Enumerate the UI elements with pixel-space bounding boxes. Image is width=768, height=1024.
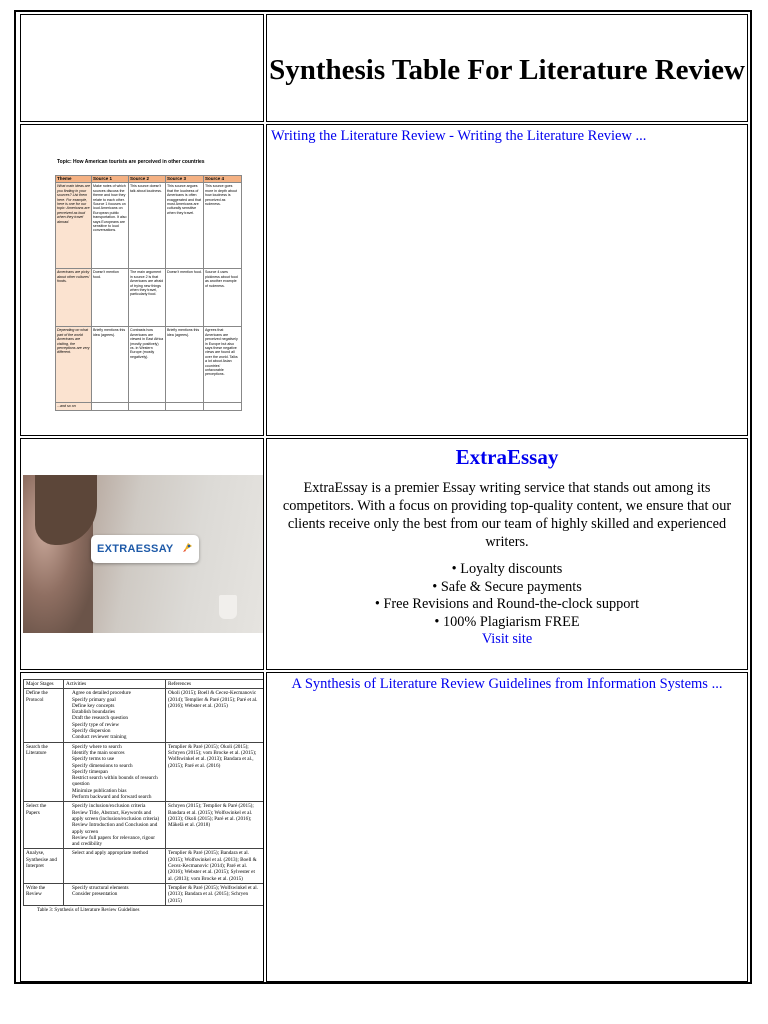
title-cell <box>266 14 748 122</box>
activity-item: • Specify dispersion <box>72 728 163 734</box>
activity-item: • Agree on detailed procedure <box>72 690 163 696</box>
badge-text: EXTRAESSAY <box>97 543 174 555</box>
guidelines-link[interactable]: A Synthesis of Literature Review Guidelines from Information Systems ... <box>291 676 723 692</box>
activity-item: • Review full papers for relevance, rigour and credibility <box>72 835 163 848</box>
extraessay-badge <box>91 535 199 563</box>
table-cell: Contrasts how Americans are viewed in East Africa (mostly positively) vs. in Western Europe (mostly negatively). <box>129 327 166 403</box>
activity-item: • Identify the main sources <box>72 750 163 756</box>
activity-item: • Draft the research question <box>72 715 163 721</box>
table-cell: Agrees that Americans are perceived negatively in Europe but also says these negative views are found all over the world. Talks a lot about Asian countries' unfavorable perceptions. <box>204 327 242 403</box>
activity-item: • Specify timespan <box>72 769 163 775</box>
activities-cell <box>64 802 166 849</box>
column-header: Major Stages <box>24 680 64 689</box>
synthesis-table-thumbnail[interactable] <box>53 155 243 425</box>
activity-item: • Restrict search within bounds of research question <box>72 775 163 788</box>
activity-item: • Specify where to search <box>72 744 163 750</box>
table-cell: Doesn't mention food. <box>166 269 204 327</box>
table-cell: Briefly mentions this idea (agrees). <box>166 327 204 403</box>
stage-cell: Write the Review <box>24 883 64 905</box>
thumbnail-cell-2[interactable] <box>20 672 264 982</box>
theme-cell: Depending on what part of the world Americans are visiting, the perceptions are very different. <box>56 327 92 403</box>
empty-header-cell <box>20 14 264 122</box>
references-cell: Templier & Paré (2015); Wolfswinkel et al. (2013); Bandara et al. (2015); Schryen (2015) <box>166 883 264 905</box>
activity-item: • Minimize publication bias <box>72 788 163 794</box>
source-header: Source 1 <box>92 176 129 183</box>
column-header: References <box>166 680 264 689</box>
stage-cell: Define the Protocol <box>24 689 64 742</box>
activity-item: • Specify dimensions to search <box>72 763 163 769</box>
ad-description: ExtraEssay is a premier Essay writing service that stands out among its competitors. With a focus on providing top-quality content, we ensure that our clients receive only the best from our team of highly skilled and experienced writers. <box>282 480 732 550</box>
activity-item: • Perform backward and forward search <box>72 794 163 800</box>
source-header: Source 4 <box>204 176 242 183</box>
activities-cell <box>64 849 166 883</box>
activity-item: • Specify type of review <box>72 722 163 728</box>
table-cell: Source 4 uses pickiness about food as another example of rudeness. <box>204 269 242 327</box>
table-cell: Make notes of which sources discuss the theme and how they relate to each other. Source 1 focuses on loud Americans on European public transportation. It also says Europeans are sensitive to loud conversations. <box>92 183 129 269</box>
theme-cell: What main ideas are you finding in your sources? List them here. For example, here is one for our topic: Americans are perceived as loud when they travel abroad. <box>56 183 92 269</box>
guidelines-table <box>23 679 264 906</box>
activity-item: • Establish boundaries <box>72 709 163 715</box>
table-cell <box>204 403 242 411</box>
theme-cell: ...and so on <box>56 403 92 411</box>
activity-item: • Specify terms to use <box>72 756 163 762</box>
table-cell <box>129 403 166 411</box>
table-cell: The main argument in source 2 is that Americans are afraid of trying new things when they travel, particularly food. <box>129 269 166 327</box>
ad-photo[interactable] <box>23 475 263 633</box>
activity-item: • Review Introduction and Conclusion and apply screen <box>72 822 163 835</box>
activities-cell <box>64 883 166 905</box>
activity-item: • Specify inclusion/exclusion criteria <box>72 803 163 809</box>
table-cell <box>92 403 129 411</box>
references-cell: Schryen (2015); Templier & Paré (2015); Bandara et al. (2015); Wolfswinkel et al. (2013); Okoli (2015); Paré et al. (2016); Mäkelä et al. (2018) <box>166 802 264 849</box>
activity-item: • Specify primary goal <box>72 697 163 703</box>
thumbnail-topic: Topic: How American tourists are perceived in other countries <box>57 159 205 165</box>
table-cell: This source goes more in depth about how loudness is perceived as rudeness. <box>204 183 242 269</box>
activities-cell <box>64 742 166 802</box>
activity-item: • Define key concepts <box>72 703 163 709</box>
activity-item: • Conduct reviewer training <box>72 734 163 740</box>
page-title: Synthesis Table For Literature Review <box>269 53 745 86</box>
feature-item: • Loyalty discounts <box>267 561 747 579</box>
feature-item: • Safe & Secure payments <box>267 579 747 597</box>
source-header: Source 3 <box>166 176 204 183</box>
literature-review-link[interactable]: Writing the Literature Review - Writing the Literature Review ... <box>271 128 647 144</box>
activities-cell <box>64 689 166 742</box>
rocket-icon <box>181 540 195 554</box>
table-cell <box>166 403 204 411</box>
activity-item: • Specify structural elements <box>72 885 163 891</box>
table-cell: Doesn't mention food. <box>92 269 129 327</box>
cup-shape <box>219 595 237 619</box>
references-cell: Okoli (2015); Boell & Cecez-Kecmanovic (2014); Templier & Paré (2015); Paré et al. (2016); Webster et al. (2015) <box>166 689 264 742</box>
column-header: Activities <box>64 680 166 689</box>
table-caption: Table 3: Synthesis of Literature Review Guidelines <box>37 907 140 913</box>
source-header: Source 2 <box>129 176 166 183</box>
stage-cell: Search the Literature <box>24 742 64 802</box>
feature-item: • Free Revisions and Round-the-clock support <box>267 596 747 614</box>
thumbnail-cell-1[interactable] <box>20 124 264 436</box>
mini-synthesis-table <box>55 175 242 411</box>
theme-header: Theme <box>56 176 92 183</box>
stage-cell: Analyse, Synthesise and Interpret <box>24 849 64 883</box>
ad-text-cell <box>266 438 748 670</box>
visit-site-link[interactable]: Visit site <box>481 631 533 648</box>
stage-cell: Select the Papers <box>24 802 64 849</box>
link-cell-2 <box>266 672 748 982</box>
synthesis-page <box>14 10 752 984</box>
activity-item: • Review Title, Abstract, Keywords and apply screen (inclusion/exclusion criteria) <box>72 810 163 823</box>
table-cell: This source argues that the loudness of Americans is often exaggerated and that most Americans are culturally sensitive when they travel. <box>166 183 204 269</box>
ad-image-cell[interactable] <box>20 438 264 670</box>
table-cell: This source doesn't talk about loudness. <box>129 183 166 269</box>
ad-title[interactable]: ExtraEssay <box>455 445 559 469</box>
feature-item: • 100% Plagiarism FREE <box>267 614 747 632</box>
theme-cell: Americans are picky about other cultures' foods. <box>56 269 92 327</box>
link-cell-1 <box>266 124 748 436</box>
ad-feature-list <box>267 561 747 631</box>
references-cell: Templier & Paré (2015); Okoli (2015); Schryen (2015); vom Brocke et al. (2015); Wolfswinkel et al. (2013); Bandara et al., (2015); Paré et al. (2016) <box>166 742 264 802</box>
activity-item: • Consider presentation <box>72 891 163 897</box>
references-cell: Templier & Paré (2015); Bandara et al. (2015); Wolfswinkel et al. (2013); Boell & Cecez-Kecmanovic (2014); Paré et al. (2016); Webster et al. (2015); Sylvester et al. (2013); vom Brocke et al. (2015) <box>166 849 264 883</box>
guidelines-table-thumbnail[interactable] <box>23 679 263 979</box>
activity-item: • Select and apply appropriate method <box>72 850 163 856</box>
table-cell: Briefly mentions this idea (agrees). <box>92 327 129 403</box>
